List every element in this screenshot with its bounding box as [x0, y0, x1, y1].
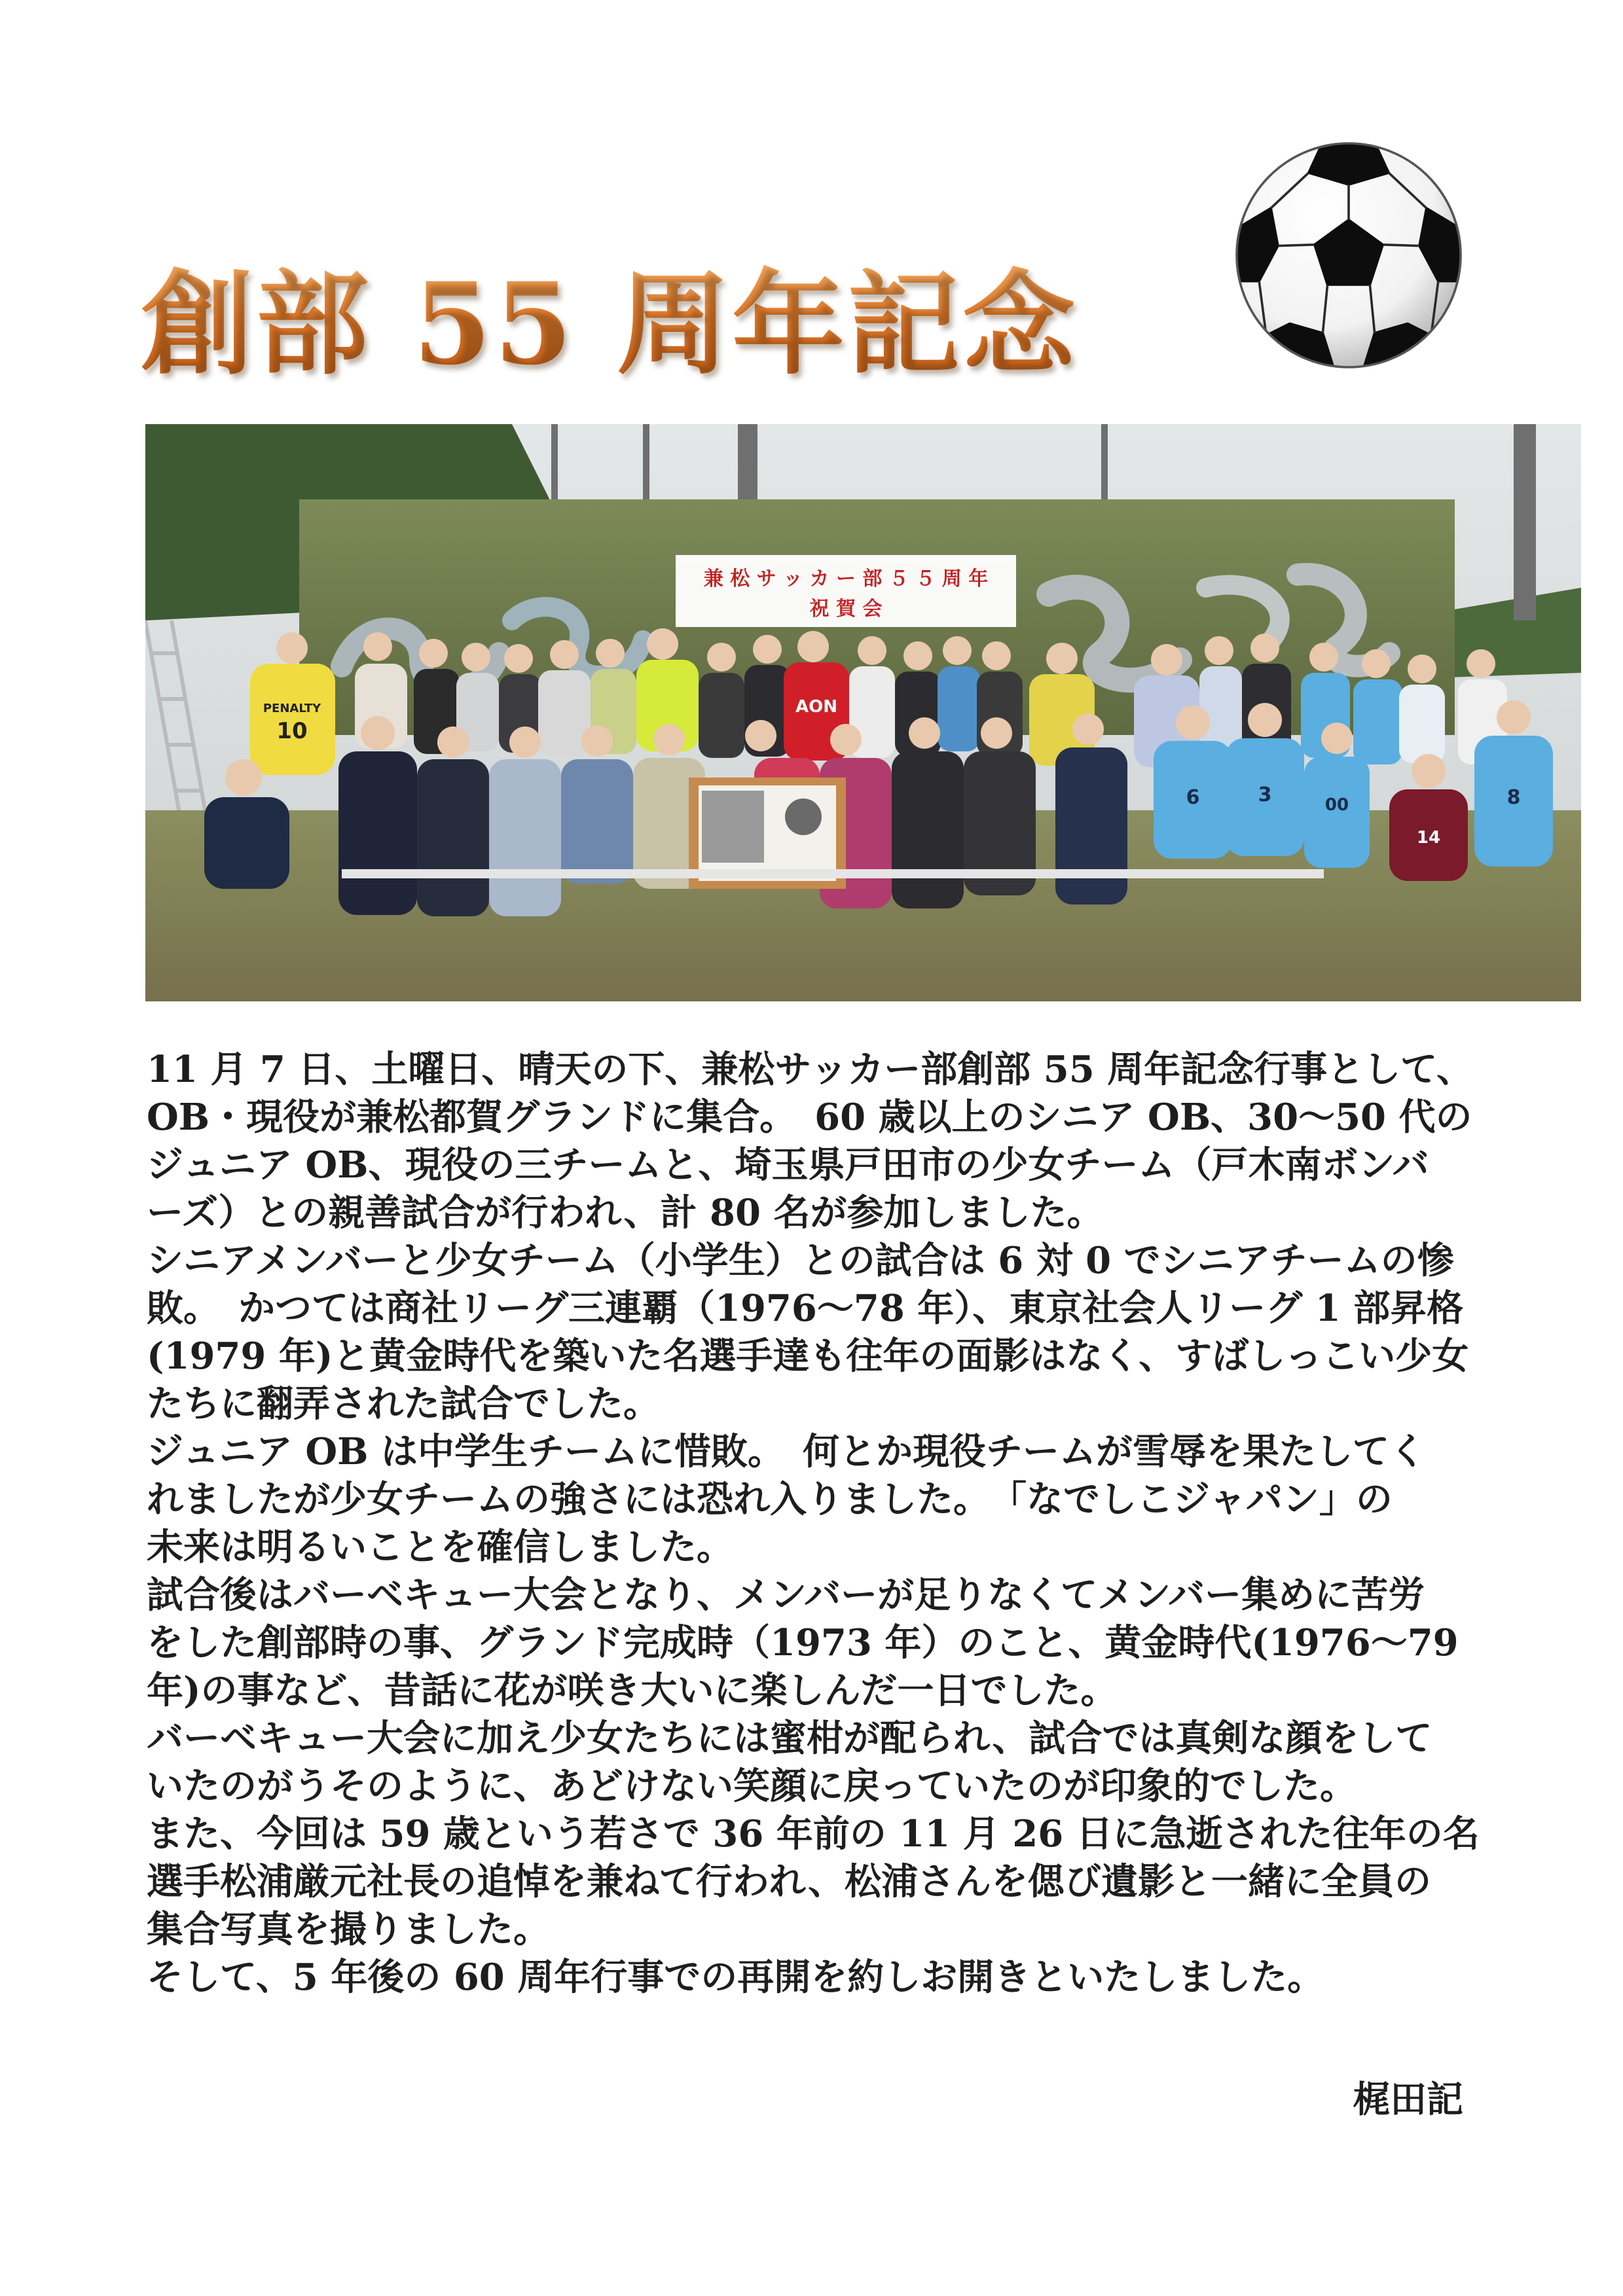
jersey-sponsor: AON	[795, 697, 837, 717]
body-line-18: 選手松浦厳元社長の追悼を兼ねて行われ、松浦さんを偲び遺影と一緒に全員の	[147, 1860, 1431, 1903]
body-line-4: ーズ）との親善試合が行われ、計 80 名が参加しました。	[147, 1191, 1104, 1234]
body-line-8: たちに翻弄された試合でした。	[147, 1382, 660, 1426]
jersey-number-6: 6	[1186, 786, 1200, 809]
jersey-number-00: 00	[1324, 795, 1349, 815]
group-photo	[145, 424, 1581, 1001]
jersey-text: PENALTY	[263, 702, 321, 715]
body-line-16: いたのがうそのように、あどけない笑顔に戻っていたのが印象的でした。	[147, 1765, 1357, 1808]
article-body	[147, 1046, 1480, 2001]
body-line-12: 試合後はバーベキュー大会となり、メンバーが足りなくてメンバー集めに苦労	[147, 1573, 1425, 1617]
body-line-13: をした創部時の事、グランド完成時（1973 年）のこと、黄金時代(1976～79	[147, 1621, 1459, 1664]
body-line-14: 年)の事など、昔話に花が咲き大いに楽しんだ一日でした。	[147, 1669, 1118, 1712]
body-line-15: バーベキュー大会に加え少女たちには蜜柑が配られ、試合では真剣な顔をして	[147, 1717, 1432, 1760]
body-line-5: シニアメンバーと少女チーム（小学生）との試合は 6 対 0 でシニアチームの惨	[147, 1239, 1454, 1282]
body-line-10: れましたが少女チームの強さには恐れ入りました。 「なでしこジャパン」の	[147, 1478, 1393, 1521]
body-line-2: OB・現役が兼松都賀グランドに集合。 60 歳以上のシニア OB、30～50 代の	[147, 1096, 1472, 1139]
body-line-19: 集合写真を撮りました。	[147, 1908, 550, 1951]
page-title: 創部 55 周年記念	[141, 249, 1188, 399]
body-line-3: ジュニア OB、現役の三チームと、埼玉県戸田市の少女チーム（戸木南ボンバ	[147, 1143, 1429, 1187]
body-line-17: また、今回は 59 歳という若さで 36 年前の 11 月 26 日に急逝された往年の名	[147, 1812, 1480, 1856]
author-signature: 梶田記	[1353, 2078, 1463, 2121]
body-line-6: 敗。 かつては商社リーグ三連覇（1976～78 年）、東京社会人リーグ 1 部昇格	[147, 1287, 1464, 1330]
body-line-1: 11 月 7 日、土曜日、晴天の下、兼松サッカー部創部 55 周年記念行事として、	[147, 1048, 1474, 1091]
body-line-9: ジュニア OB は中学生チームに惜敗。 何とか現役チームが雪辱を果たしてく	[147, 1430, 1426, 1473]
body-line-11: 未来は明るいことを確信しました。	[147, 1526, 733, 1569]
jersey-number-14: 14	[1416, 828, 1441, 848]
body-line-7: (1979 年)と黄金時代を築いた名選手達も往年の面影はなく、すばしっこい少女	[147, 1335, 1469, 1378]
jersey-number-10: 10	[276, 718, 308, 744]
banner-line-1: 兼 松 サ ッ カ ー 部 ５ ５ 周 年	[703, 567, 989, 590]
soccer-ball-icon	[1231, 137, 1467, 373]
jersey-number-3: 3	[1258, 783, 1272, 806]
banner-line-2: 祝 賀 会	[809, 598, 883, 620]
body-line-20: そして、5 年後の 60 周年行事での再開を約しお開きといたしました。	[147, 1956, 1324, 1999]
jersey-number-8: 8	[1506, 786, 1521, 809]
